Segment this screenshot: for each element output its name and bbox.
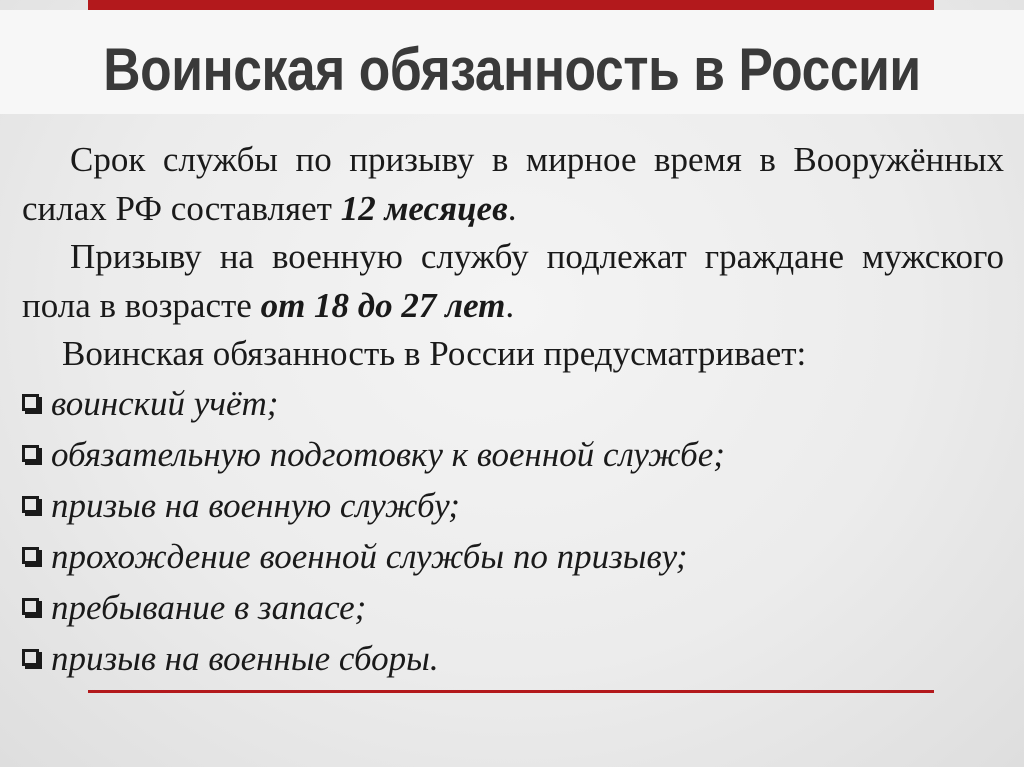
list-item-label: пребывание в запасе; [51,587,367,627]
paragraph-service-term [22,136,1004,233]
list-item-label: обязательную подготовку к военной службе; [51,434,725,474]
list-intro: Воинская обязанность в России предусматривает: [62,334,807,373]
service-term-emphasis: 12 месяцев [340,188,508,228]
list-item [22,583,1004,634]
list-item-label: воинский учёт; [51,383,279,423]
paragraph-service-term-end: . [507,188,517,228]
list-item [22,481,1004,532]
bottom-accent-line [88,690,934,693]
duties-list [22,379,1004,685]
paragraph-conscription-age-text: Призыву на военную службу подлежат граждане мужского пола в возрасте [22,237,1004,325]
slide-title: Воинская обязанность в России [103,36,921,103]
list-item [22,634,1004,685]
checkbox-square-icon [22,598,39,615]
slide-body [22,136,1004,685]
paragraph-conscription-age [22,233,1004,330]
list-item-label: призыв на военную службу; [51,485,460,525]
conscription-age-emphasis: от 18 до 27 лет [260,285,506,325]
list-item [22,430,1004,481]
title-band [0,10,1024,114]
checkbox-square-icon [22,445,39,462]
paragraph-service-term-text: Срок службы по призыву в мирное время в Вооружённых силах РФ составляет [22,140,1004,228]
top-accent-bar [88,0,934,10]
list-item-label: призыв на военные сборы. [51,638,439,678]
list-item [22,532,1004,583]
checkbox-square-icon [22,649,39,666]
checkbox-square-icon [22,394,39,411]
list-item-label: прохождение военной службы по призыву; [51,536,688,576]
checkbox-square-icon [22,547,39,564]
list-item [22,379,1004,430]
paragraph-conscription-age-end: . [505,285,515,325]
checkbox-square-icon [22,496,39,513]
